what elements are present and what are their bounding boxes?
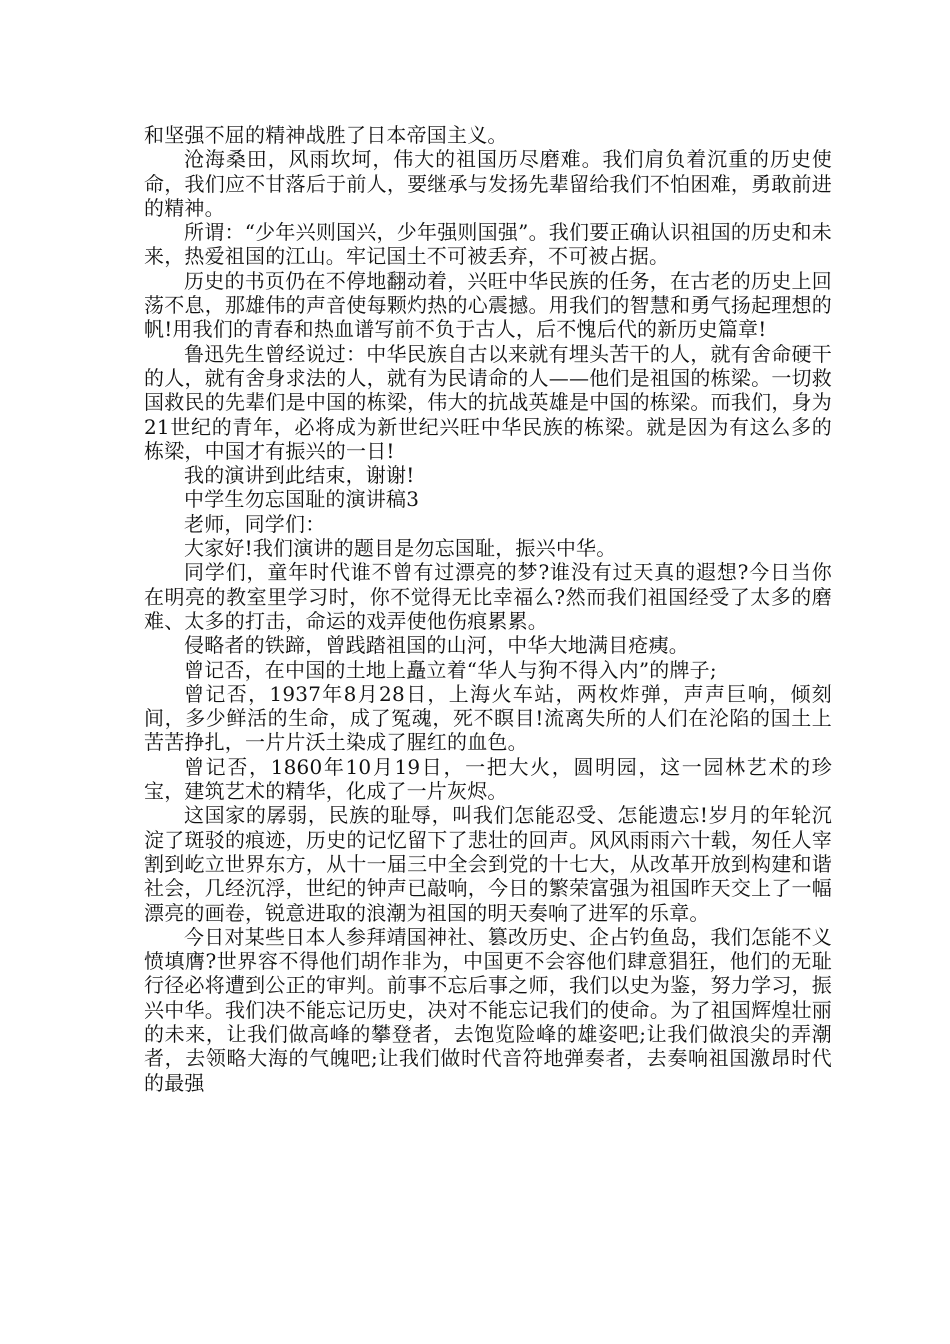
paragraph-12: 曾记否，在中国的土地上矗立着“华人与狗不得入内”的牌子;: [184, 657, 717, 682]
paragraph-5: 鲁迅先生曾经说过：中华民族自古以来就有埋头苦干的人，就有舍命硬干的人，就有舍身求法的人，就有为民请命的人——他们是祖国的栋梁。一切救国救民的先辈们是中国的栋梁，伟大的抗战英雄是中国的栋梁。而我们，身为21世纪的青年，必将成为新世纪兴旺中华民族的栋梁。就是因为有这么多的栋梁，中国才有振兴的一日!: [144, 341, 832, 463]
speech-title: 中学生勿忘国耻的演讲稿3: [184, 487, 420, 512]
paragraph-9: 大家好!我们演讲的题目是勿忘国耻，振兴中华。: [184, 536, 617, 561]
salutation: 老师，同学们：: [184, 511, 326, 536]
paragraph-2: 沧海桑田，风雨坎坷，伟大的祖国历尽磨难。我们肩负着沉重的历史使命，我们应不甘落后于前人，要继承与发扬先辈留给我们不怕困难，勇敢前进的精神。: [144, 147, 832, 220]
paragraph-14: 曾记否，1860年10月19日，一把大火，圆明园，这一园林艺术的珍宝，建筑艺术的精华，化成了一片灰烬。: [144, 754, 832, 804]
paragraph-10: 同学们，童年时代谁不曾有过漂亮的梦?谁没有过天真的遐想?今日当你在明亮的教室里学习时，你不觉得无比幸福么?然而我们祖国经受了太多的磨难、太多的打击，命运的戏弄使他伤痕累累。: [144, 560, 832, 633]
paragraph-4: 历史的书页仍在不停地翻动着，兴旺中华民族的任务，在古老的历史上回荡不息，那雄伟的声音使每颗灼热的心震撼。用我们的智慧和勇气扬起理想的帆!用我们的青春和热血谱写前不负于古人，后不愧后代的新历史篇章!: [144, 268, 832, 342]
document-body: [144, 123, 832, 1095]
closing-line: 我的演讲到此结束，谢谢!: [184, 463, 415, 488]
paragraph-16: 今日对某些日本人参拜靖国神社、篡改历史、企占钓鱼岛，我们怎能不义愤填膺?世界容不得他们胡作非为，中国更不会容他们肆意猖狂，他们的无耻行径必将遭到公正的审判。前事不忘后事之师，我们以史为鉴，努力学习，振兴中华。我们决不能忘记历史，决对不能忘记我们的使命。为了祖国辉煌壮丽的未来，让我们做高峰的攀登者，去饱览险峰的雄姿吧;让我们做浪尖的弄潮者，去领略大海的气魄吧;让我们做时代音符地弹奏者，去奏响祖国激昂时代的最强: [144, 924, 832, 1095]
paragraph-11: 侵略者的铁蹄，曾践踏祖国的山河，中华大地满目疮痍。: [184, 633, 689, 658]
paragraph-1: 和坚强不屈的精神战胜了日本帝国主义。: [144, 123, 508, 147]
paragraph-13: 曾记否，1937年8月28日，上海火车站，两枚炸弹，声声巨响，倾刻间，多少鲜活的生命，成了冤魂，死不瞑目!流离失所的人们在沦陷的国土上苦苦挣扎，一片片沃土染成了腥红的血色。: [144, 681, 832, 755]
paragraph-3: 所谓：“少年兴则国兴，少年强则国强”。我们要正确认识祖国的历史和未来，热爱祖国的江山。牢记国土不可被丢弃，不可被占据。: [144, 220, 832, 269]
paragraph-15: 这国家的孱弱，民族的耻辱，叫我们怎能忍受、怎能遗忘!岁月的年轮沉淀了斑驳的痕迹，历史的记忆留下了悲壮的回声。风风雨雨六十载，匆任人宰割到屹立世界东方，从十一届三中全会到党的十七大，从改革开放到构建和谐社会，几经沉浮，世纪的钟声已敲响，今日的繁荣富强为祖国昨天交上了一幅漂亮的画卷，锐意进取的浪潮为祖国的明天奏响了进军的乐章。: [144, 803, 832, 925]
